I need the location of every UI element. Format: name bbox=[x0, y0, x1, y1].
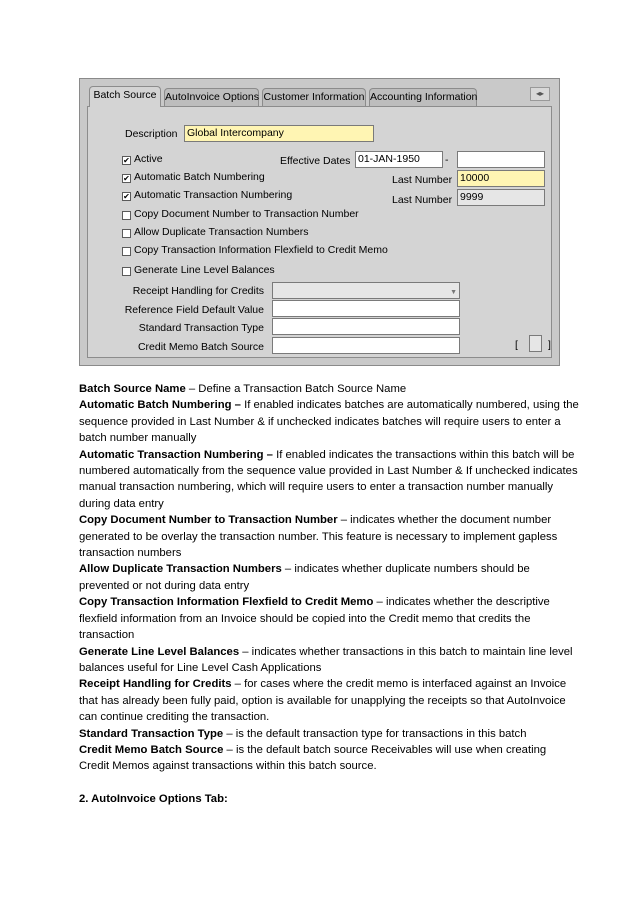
term: Standard Transaction Type bbox=[79, 727, 224, 740]
active-checkbox[interactable]: ✔ bbox=[123, 156, 130, 165]
receipt-handling-select[interactable] bbox=[272, 282, 460, 299]
paragraph-copy-document-number bbox=[79, 512, 579, 561]
transaction-last-number-input[interactable]: 9999 bbox=[457, 189, 545, 206]
term: Automatic Batch Numbering – bbox=[79, 399, 241, 412]
paragraph-automatic-batch-numbering bbox=[79, 397, 579, 446]
definition: – indicates whether the descriptive flexfield information from an Invoice should be copied into the Credit memo that credits the transaction bbox=[79, 596, 550, 642]
effective-dates-label: Effective Dates bbox=[280, 155, 351, 167]
active-label: Active bbox=[134, 153, 163, 165]
paragraph-generate-line-balances bbox=[79, 644, 579, 677]
tab-accounting-information[interactable]: Accounting Information bbox=[369, 88, 477, 106]
definition: – Define a Transaction Batch Source Name bbox=[185, 383, 407, 395]
chevron-down-icon: ▼ bbox=[450, 289, 457, 296]
paragraph-automatic-transaction-numbering bbox=[79, 447, 579, 513]
definition: If enabled indicates batches are automatically numbered, using the sequence provided in Last Number & if unchecked indicates batches will require users to enter a batch number manually bbox=[79, 399, 579, 445]
document-body bbox=[79, 381, 579, 807]
definition: – indicates whether the document number generated to be overlay the transaction number. This feature is necessary to implement gapless transaction numbers bbox=[79, 514, 558, 560]
batch-source-form bbox=[79, 78, 560, 366]
credit-memo-batch-source-label: Credit Memo Batch Source bbox=[137, 341, 264, 353]
generate-line-balances-label: Generate Line Level Balances bbox=[134, 264, 275, 276]
paragraph-allow-duplicate bbox=[79, 561, 579, 594]
copy-flexfield-label: Copy Transaction Information Flexfield to Credit Memo bbox=[134, 244, 388, 256]
receipt-handling-label: Receipt Handling for Credits bbox=[132, 285, 264, 297]
paragraph-receipt-handling bbox=[79, 676, 579, 725]
credit-memo-batch-source-input[interactable] bbox=[272, 337, 460, 354]
definition: – is the default transaction type for transactions in this batch bbox=[223, 727, 527, 740]
term: Automatic Transaction Numbering – bbox=[79, 448, 273, 461]
effective-from-input[interactable]: 01-JAN-1950 bbox=[355, 151, 443, 168]
description-input[interactable]: Global Intercompany bbox=[184, 125, 374, 142]
term: Credit Memo Batch Source bbox=[79, 743, 224, 756]
standard-transaction-type-label: Standard Transaction Type bbox=[138, 322, 264, 334]
paragraph-credit-memo-batch-source bbox=[79, 742, 579, 775]
heading-text: 2. AutoInvoice Options Tab: bbox=[79, 792, 228, 805]
copy-doc-number-label: Copy Document Number to Transaction Number bbox=[134, 208, 359, 220]
flexfield-bracket-open: [ bbox=[515, 339, 518, 351]
flexfield-bracket-close: ] bbox=[548, 339, 551, 351]
standard-transaction-type-input[interactable] bbox=[272, 318, 460, 335]
auto-batch-numbering-checkbox[interactable]: ✔ bbox=[123, 174, 130, 183]
copy-doc-number-checkbox[interactable] bbox=[122, 211, 131, 220]
reference-field-label: Reference Field Default Value bbox=[124, 304, 264, 316]
term: Generate Line Level Balances bbox=[79, 645, 240, 658]
allow-duplicate-checkbox[interactable] bbox=[122, 229, 131, 238]
paragraph-copy-flexfield bbox=[79, 594, 579, 643]
effective-dash: - bbox=[445, 154, 449, 166]
generate-line-balances-checkbox[interactable] bbox=[122, 267, 131, 276]
term: Allow Duplicate Transaction Numbers bbox=[79, 563, 282, 576]
definition: – indicates whether duplicate numbers should be prevented or not during data entry bbox=[79, 563, 530, 592]
tab-batch-source[interactable]: Batch Source bbox=[89, 86, 161, 107]
definition: If enabled indicates the transactions within this batch will be numbered automatically from the sequence value provided in Last Number & If unchecked indicates manual transaction numbering, which will require users to enter a transaction number manually during data entry bbox=[79, 448, 578, 510]
term: Copy Document Number to Transaction Number bbox=[79, 514, 338, 527]
section-heading bbox=[79, 791, 579, 807]
tab-panel bbox=[87, 106, 552, 358]
paragraph-batch-source-name bbox=[79, 381, 579, 397]
batch-last-number-input[interactable]: 10000 bbox=[457, 170, 545, 187]
auto-transaction-numbering-label: Automatic Transaction Numbering bbox=[134, 189, 293, 201]
effective-to-input[interactable] bbox=[457, 151, 545, 168]
tab-scroll-arrows-icon[interactable]: ◂▸ bbox=[530, 87, 550, 101]
definition: – indicates whether transactions in this batch to maintain line level balances useful for Line Level Cash Applications bbox=[79, 645, 573, 674]
auto-batch-numbering-label: Automatic Batch Numbering bbox=[134, 171, 265, 183]
paragraph-standard-transaction-type bbox=[79, 726, 579, 742]
definition: – for cases where the credit memo is interfaced against an Invoice that has already been fully paid, option is available for unapplying the receipts so that AutoInvoice can continue crediting the transaction. bbox=[79, 678, 567, 724]
copy-flexfield-checkbox[interactable] bbox=[122, 247, 131, 256]
allow-duplicate-label: Allow Duplicate Transaction Numbers bbox=[134, 226, 309, 238]
tab-bar bbox=[80, 79, 559, 106]
description-label: Description bbox=[125, 128, 178, 140]
term: Batch Source Name bbox=[79, 383, 186, 395]
term: Copy Transaction Information Flexfield to Credit Memo bbox=[79, 596, 374, 609]
tab-customer-information[interactable]: Customer Information bbox=[262, 88, 366, 106]
definition: – is the default batch source Receivables will use when creating Credit Memos against transactions within this batch source. bbox=[79, 743, 547, 773]
tab-autoinvoice-options[interactable]: AutoInvoice Options bbox=[164, 88, 259, 106]
last-number-label-batch: Last Number bbox=[392, 174, 453, 186]
auto-transaction-numbering-checkbox[interactable]: ✔ bbox=[123, 192, 130, 201]
term: Receipt Handling for Credits bbox=[79, 678, 232, 691]
last-number-label-transaction: Last Number bbox=[392, 194, 453, 206]
descriptive-flexfield-input[interactable] bbox=[529, 335, 542, 352]
reference-field-input[interactable] bbox=[272, 300, 460, 317]
